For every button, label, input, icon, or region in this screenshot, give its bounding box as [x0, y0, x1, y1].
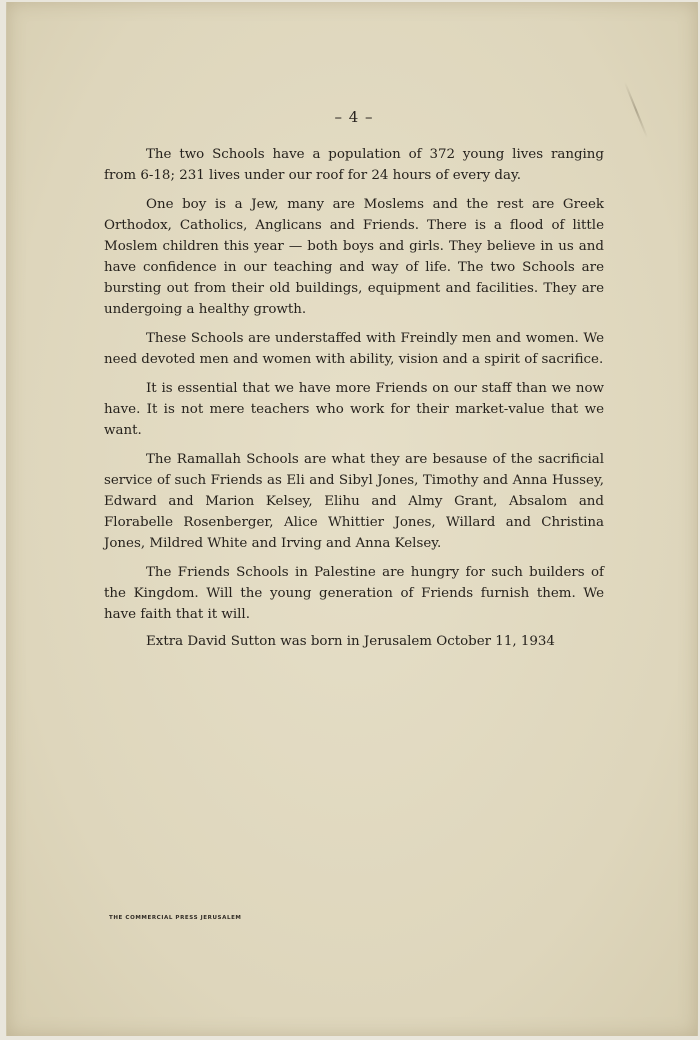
paragraph-religions: One boy is a Jew, many are Moslems and the rest are Greek Orthodox, Catholics, Anglicans and Friends. There is a flood of little Moslem children this year — both boys and girls. They believe in us and have confidence in our teaching and way of life. The two Schools are bursting out from their old buildings, equipment and facilities. They are undergoing a healthy growth.	[104, 197, 604, 317]
paragraph-understaffed: These Schools are understaffed with Freindly men and women. We need devoted men and women with ability, vision and a spirit of sacrifice.	[104, 331, 604, 367]
paragraph-population: The two Schools have a population of 372 young lives ranging from 6-18; 231 lives under our roof for 24 hours of every day.	[104, 147, 604, 183]
paragraph-ramallah-schools: The Ramallah Schools are what they are besause of the sacrificial service of such Friends as Eli and Sibyl Jones, Timothy and Anna Hussey, Edward and Marion Kelsey, Elihu and Almy Grant, Absalom and Florabelle Rosenberger, Alice Whittier Jones, Willard and Christina Jones, Mildred White and Irving and Anna Kelsey.	[104, 452, 604, 551]
closing-line: Extra David Sutton was born in Jerusalem October 11, 1934	[146, 634, 555, 649]
page-number: – 4 –	[334, 108, 374, 126]
paragraph-friends-staff: It is essential that we have more Friends on our staff than we now have. It is not mere teachers who work for their market-value that we want.	[104, 381, 604, 438]
paragraph-builders: The Friends Schools in Palestine are hungry for such builders of the Kingdom. Will the young generation of Friends furnish them. We have faith that it will.	[104, 565, 604, 622]
document-body	[104, 144, 604, 660]
printer-imprint: THE COMMERCIAL PRESS JERUSALEM	[109, 915, 242, 921]
